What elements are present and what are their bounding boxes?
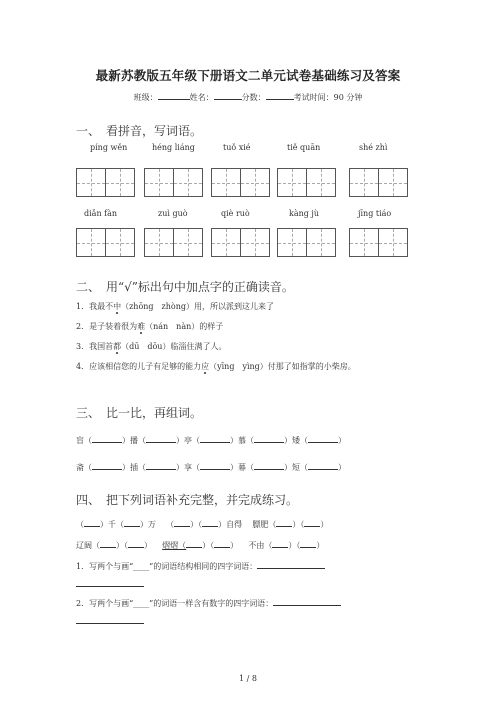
answer-blank[interactable] — [124, 518, 140, 527]
tian-grid[interactable] — [76, 168, 135, 197]
answer-blank[interactable] — [254, 461, 284, 470]
question-item: 2．是子装着很为难（nán nàn）的样子 — [76, 322, 224, 331]
tian-grid[interactable] — [211, 168, 270, 197]
compare-row: 斋（ ）插（ ）享（ ）幕（ ）短（ ） — [76, 463, 346, 472]
tian-grid[interactable] — [349, 168, 408, 197]
pinyin-label: kàng jù — [289, 209, 320, 218]
answer-blank[interactable] — [200, 434, 230, 443]
answer-blank[interactable] — [257, 560, 325, 569]
idiom-line: 辽阔（ ）（ ） 熠熠（ ）（ ） 不由（ ）（ ） — [76, 541, 325, 550]
pinyin-label: píng wěn — [90, 143, 128, 152]
answer-blank[interactable] — [200, 461, 230, 470]
answer-blank[interactable] — [273, 597, 341, 606]
answer-blank[interactable] — [202, 518, 218, 527]
dotted-char: 中 — [113, 302, 122, 311]
score-label: 分数： — [241, 93, 266, 102]
answer-blank[interactable] — [146, 461, 176, 470]
answer-blank[interactable] — [92, 434, 122, 443]
dotted-char: 都 — [113, 342, 122, 351]
exam-info-line — [0, 91, 496, 103]
answer-line — [76, 615, 144, 626]
class-label: 班级： — [133, 93, 158, 102]
section-1-heading: 一、 看拼音，写词语。 — [76, 124, 203, 138]
compare-row: 盲（ ）播（ ）亭（ ）慕（ ）矮（ ） — [76, 436, 346, 445]
question-item: 3．我国首都（dū dōu）临淄住满了人。 — [76, 342, 227, 351]
answer-blank[interactable] — [308, 434, 338, 443]
pinyin-label: qiè ruò — [221, 209, 250, 218]
pinyin-label: shé zhì — [359, 143, 388, 152]
section-3-heading: 三、 比一比，再组词。 — [76, 406, 203, 420]
class-blank — [158, 91, 190, 100]
page-number: 1 / 8 — [239, 674, 257, 683]
answer-blank[interactable] — [300, 539, 316, 548]
section-2-heading: 二、 用“√”标出句中加点字的正确读音。 — [76, 280, 294, 294]
idiom-line: （ ）千（ ）万 （ ）（ ）自得 膘肥（ ）（ ） — [76, 520, 329, 529]
name-blank — [214, 91, 242, 100]
answer-blank[interactable] — [92, 461, 122, 470]
answer-blank[interactable] — [214, 539, 230, 548]
answer-blank[interactable] — [146, 434, 176, 443]
answer-blank[interactable] — [128, 539, 144, 548]
tian-grid[interactable] — [144, 168, 203, 197]
dotted-char: 难 — [137, 322, 146, 331]
page-title: 最新苏教版五年级下册语文二单元试卷基础练习及答案 — [95, 68, 401, 83]
pinyin-label: tiě quān — [287, 143, 321, 152]
name-label: 姓名： — [189, 93, 214, 102]
tian-grid[interactable] — [277, 228, 336, 257]
tian-grid[interactable] — [211, 228, 270, 257]
pinyin-label: héng liáng — [152, 143, 195, 152]
pinyin-label: jīng tiáo — [358, 209, 392, 218]
tian-grid[interactable] — [144, 228, 203, 257]
answer-blank[interactable] — [254, 434, 284, 443]
tian-grid[interactable] — [349, 228, 408, 257]
time-label: 考试时间：90 分钟 — [293, 93, 363, 102]
dotted-char: 应 — [201, 362, 210, 371]
answer-blank[interactable] — [76, 578, 144, 587]
pinyin-label: tuǒ xié — [223, 143, 251, 152]
answer-blank[interactable] — [308, 461, 338, 470]
question-item: 1．我最不中（zhōng zhòng）用，所以派到这儿来了 — [76, 302, 275, 311]
score-blank — [266, 91, 294, 100]
question-item: 4．应该相信您的儿子有足够的能力应（yīng yìng）付那了如指掌的小柴房。 — [76, 362, 356, 371]
tian-grid[interactable] — [76, 228, 135, 257]
answer-blank[interactable] — [272, 539, 288, 548]
answer-blank[interactable] — [84, 518, 100, 527]
section-4-heading: 四、 把下列词语补充完整，并完成练习。 — [76, 493, 299, 507]
pinyin-label: diǎn fàn — [84, 209, 118, 218]
answer-blank[interactable] — [186, 539, 202, 548]
answer-blank[interactable] — [276, 518, 292, 527]
pinyin-label: zuì guò — [158, 209, 188, 218]
answer-blank[interactable] — [174, 518, 190, 527]
question-item: 2．写两个与画“____”的词语一样含有数字的四字词语： — [76, 597, 341, 609]
answer-blank[interactable] — [304, 518, 320, 527]
tian-grid[interactable] — [277, 168, 336, 197]
question-item: 1．写两个与画“____”的词语结构相同的四字词语： — [76, 560, 325, 572]
answer-blank[interactable] — [100, 539, 116, 548]
answer-blank[interactable] — [76, 615, 144, 624]
answer-line — [76, 578, 144, 589]
